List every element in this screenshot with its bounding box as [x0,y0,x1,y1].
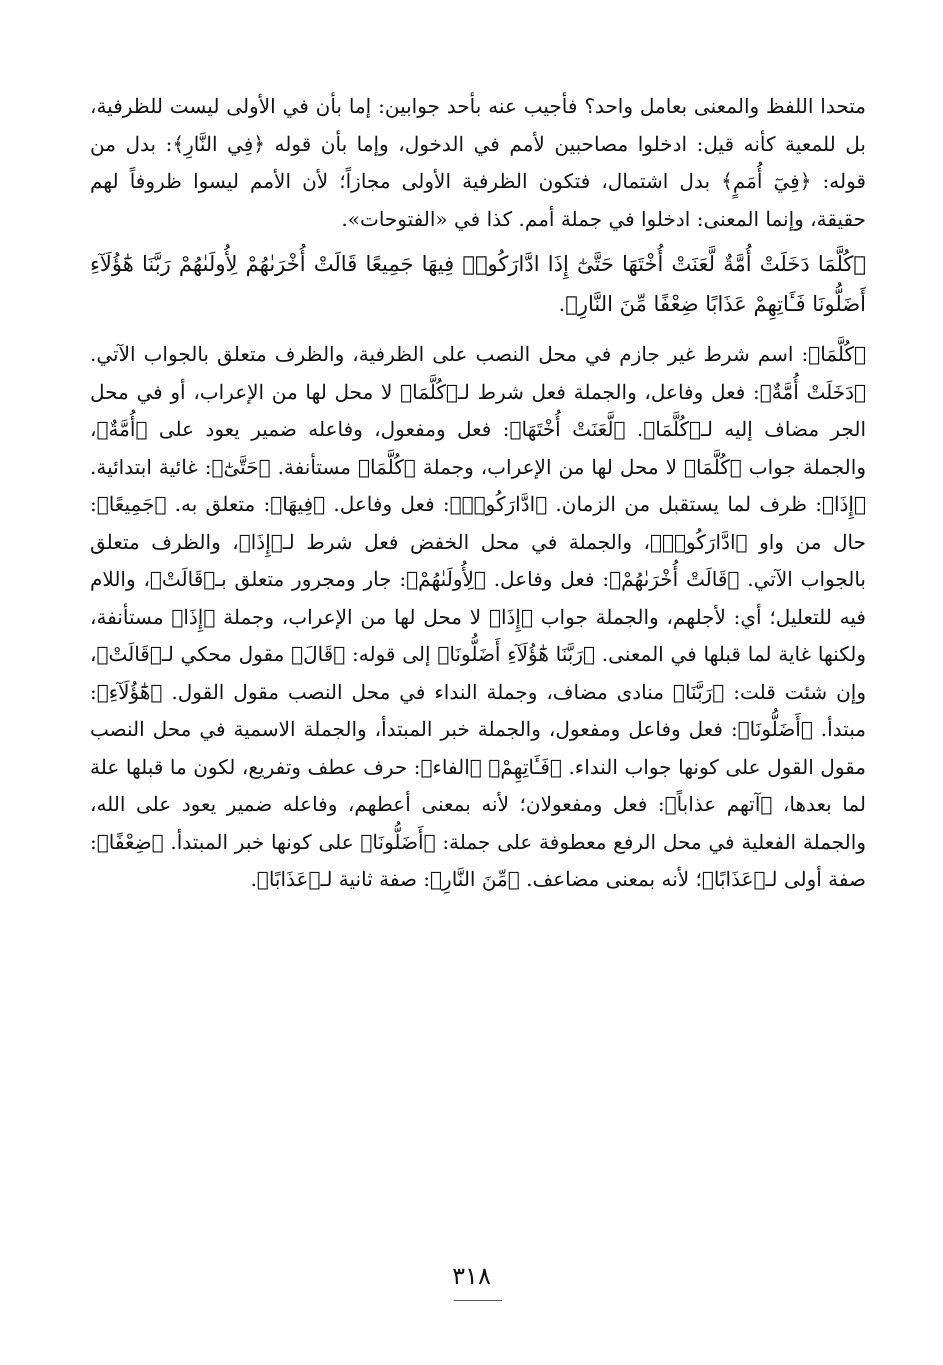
grammar-analysis-paragraph: ﴿كُلَّمَا﴾: اسم شرط غير جازم في محل النصب على الظرفية، والظرف متعلق بالجواب الآتي. ﴿دَخَلَتْ أُمَّةٌ﴾: فعل وفاعل، والجملة فعل شرط لـ﴿كُلَّمَا﴾ لا محل لها من الإعراب، أو في محل الجر مضاف إليه لـ﴿كُلَّمَا﴾. ﴿لَّعَنَتْ أُخْتَهَا﴾: فعل ومفعول، وفاعله ضمير يعود على ﴿أُمَّةٌ﴾، والجملة جواب ﴿كُلَّمَا﴾ لا محل لها من الإعراب، وجملة ﴿كُلَّمَا﴾ مستأنفة. ﴿حَتَّىٰٓ﴾: غائية ابتدائية. ﴿إِذَا﴾: ظرف لما يستقبل من الزمان. ﴿ادَّارَكُوا۟﴾: فعل وفاعل. ﴿فِيهَا﴾: متعلق به. ﴿جَمِيعًا﴾: حال من واو ﴿ادَّارَكُوا۟﴾، والجملة في محل الخفض فعل شرط لـ﴿إِذَا﴾، والظرف متعلق بالجواب الآتي. ﴿قَالَتْ أُخْرَىٰهُمْ﴾: فعل وفاعل. ﴿لِأُولَىٰهُمْ﴾: جار ومجرور متعلق بـ﴿قَالَتْ﴾، واللام فيه للتعليل؛ أي: لأجلهم، والجملة جواب ﴿إِذَا﴾ لا محل لها من الإعراب، وجملة ﴿إِذَا﴾ مستأنفة، ولكنها غاية لما قبلها في المعنى. ﴿رَبَّنَا هَٰٓؤُلَآءِ أَضَلُّونَا﴾ إلى قوله: ﴿قَالَ﴾ مقول محكي لـ﴿قَالَتْ﴾، وإن شئت قلت: ﴿رَبَّنَا﴾ منادى مضاف، وجملة النداء في محل النصب مقول القول. ﴿هَٰٓؤُلَآءِ﴾: مبتدأ. ﴿أَضَلُّونَا﴾: فعل وفاعل ومفعول، والجملة خبر المبتدأ، والجملة الاسمية في محل النصب مقول القول على كونها جواب النداء. ﴿فَـَٔاتِهِمْ﴾ ﴿الفاء﴾: حرف عطف وتفريع، لكون ما قبلها علة لما بعدها، ﴿آتهم عذاباً﴾: فعل ومفعولان؛ لأنه بمعنى أعطهم، وفاعله ضمير يعود على الله، والجملة الفعلية في محل الرفع معطوفة على جملة: ﴿أَضَلُّونَا﴾ على كونها خبر المبتدأ. ﴿ضِعْفًا﴾: صفة أولى لـ﴿عَذَابًا﴾؛ لأنه بمعنى مضاعف. ﴿مِّنَ النَّارِ﴾: صفة ثانية لـ﴿عَذَابًا﴾. [90,342,867,891]
intro-paragraph: متحدا اللفظ والمعنى بعامل واحد؟ فأجيب عنه بأحد جوابين: إما بأن في الأولى ليست للظرفية، بل للمعية كأنه قيل: ادخلوا مصاحبين لأمم في الدخول، وإما بأن قوله ﴿فِي النَّارِ﴾: بدل من قوله: ﴿فِيٓ أُمَمٍ﴾ بدل اشتمال، فتكون الظرفية الأولى مجازاً؛ لأن الأمم ليسوا ظروفاً لهم حقيقة، وإنما المعنى: ادخلوا في جملة أمم. كذا في «الفتوحات». [90,94,866,231]
quran-verse: ﴿كُلَّمَا دَخَلَتْ أُمَّةٌ لَّعَنَتْ أُخْتَهَا حَتَّىٰٓ إِذَا ادَّارَكُوا۟ فِيهَا جَمِيعًا قَالَتْ أُخْرَىٰهُمْ لِأُولَىٰهُمْ رَبَّنَا هَٰٓؤُلَآءِ أَضَلُّونَا فَـَٔاتِهِمْ عَذَابًا ضِعْفًا مِّنَ النَّارِ﴾. [90,252,866,316]
page-number-underline [454,1300,502,1301]
page-body [90,88,866,899]
page-number: ٣١٨ [452,1262,491,1290]
